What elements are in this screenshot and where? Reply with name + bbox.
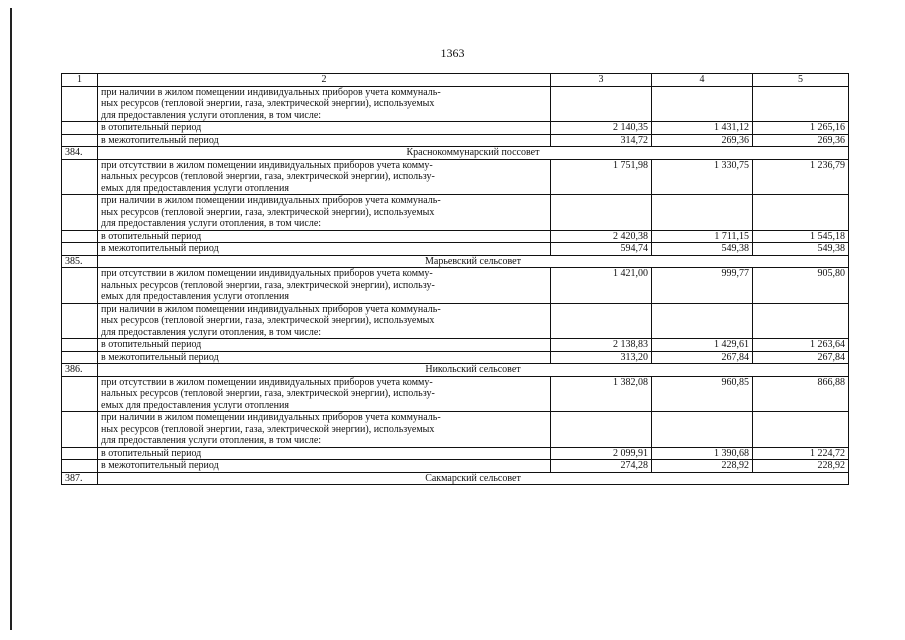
value-col-3: 594,74	[551, 243, 652, 256]
row-number	[62, 460, 98, 473]
table-row	[62, 447, 849, 460]
row-number	[62, 412, 98, 448]
row-description	[98, 412, 551, 448]
value-col-3: 313,20	[551, 351, 652, 364]
header-row	[62, 74, 849, 87]
row-number	[62, 447, 98, 460]
page-number: 1363	[440, 46, 465, 60]
description-line: емых для предоставления услуги отопления	[101, 182, 289, 194]
description-line: нальных ресурсов (тепловой энергии, газа, электрической энергии), использу-	[101, 388, 435, 399]
value-col-5	[753, 86, 849, 122]
value-col-4: 1 431,12	[652, 122, 753, 135]
header-cell-3: 3	[551, 74, 652, 87]
value-col-3	[551, 195, 652, 231]
value-col-3: 2 420,38	[551, 230, 652, 243]
table-row	[62, 303, 849, 339]
value-col-5	[753, 303, 849, 339]
value-col-5: 1 224,72	[753, 447, 849, 460]
description-line: при отсутствии в жилом помещении индивидуальных приборов учета комму-	[101, 159, 433, 171]
value-col-5: 549,38	[753, 243, 849, 256]
section-row	[62, 147, 849, 160]
row-description	[98, 376, 551, 412]
description-line: для предоставления услуги отопления, в том числе:	[101, 109, 322, 121]
value-col-4: 1 390,68	[652, 447, 753, 460]
table-row	[62, 351, 849, 364]
section-number: 385.	[62, 255, 98, 268]
row-description	[98, 195, 551, 231]
table-row	[62, 339, 849, 352]
value-col-4	[652, 412, 753, 448]
row-description: в отопительный период	[98, 339, 551, 352]
row-number	[62, 303, 98, 339]
header-cell-2: 2	[98, 74, 551, 87]
value-col-5: 1 545,18	[753, 230, 849, 243]
table-row	[62, 412, 849, 448]
value-col-5: 905,80	[753, 268, 849, 304]
header-cell-1: 1	[62, 74, 98, 87]
value-col-3	[551, 412, 652, 448]
description-line: ных ресурсов (тепловой энергии, газа, электрической энергии), используемых	[101, 423, 435, 435]
description-line: при наличии в жилом помещении индивидуальных приборов учета коммуналь-	[101, 195, 441, 206]
value-col-4: 999,77	[652, 268, 753, 304]
row-number	[62, 195, 98, 231]
table-row	[62, 86, 849, 122]
row-number	[62, 376, 98, 412]
row-number	[62, 122, 98, 135]
value-col-3: 1 421,00	[551, 268, 652, 304]
value-col-3: 2 140,35	[551, 122, 652, 135]
row-number	[62, 134, 98, 147]
row-number	[62, 230, 98, 243]
table-row	[62, 122, 849, 135]
section-number: 384.	[62, 147, 98, 160]
value-col-4	[652, 303, 753, 339]
value-col-3: 274,28	[551, 460, 652, 473]
description-line: для предоставления услуги отопления, в том числе:	[101, 326, 322, 338]
value-col-4: 1 711,15	[652, 230, 753, 243]
section-title: Марьевский сельсовет	[98, 255, 849, 268]
section-title: Сакмарский сельсовет	[98, 472, 849, 485]
description-line: нальных ресурсов (тепловой энергии, газа, электрической энергии), использу-	[101, 279, 435, 291]
table-row	[62, 268, 849, 304]
value-col-3: 314,72	[551, 134, 652, 147]
value-col-4: 267,84	[652, 351, 753, 364]
section-row	[62, 364, 849, 377]
left-margin-line	[10, 8, 12, 630]
value-col-5: 866,88	[753, 376, 849, 412]
row-description: в отопительный период	[98, 122, 551, 135]
table-row	[62, 159, 849, 195]
value-col-4: 1 429,61	[652, 339, 753, 352]
value-col-5	[753, 412, 849, 448]
description-line: емых для предоставления услуги отопления	[101, 399, 289, 411]
row-number	[62, 86, 98, 122]
section-row	[62, 472, 849, 485]
row-description: в отопительный период	[98, 447, 551, 460]
description-line: для предоставления услуги отопления, в том числе:	[101, 218, 322, 229]
table-row	[62, 376, 849, 412]
value-col-4: 549,38	[652, 243, 753, 256]
table-row	[62, 243, 849, 256]
row-number	[62, 351, 98, 364]
table-row	[62, 134, 849, 147]
value-col-4: 1 330,75	[652, 159, 753, 195]
table-row	[62, 460, 849, 473]
row-description	[98, 268, 551, 304]
tariff-table	[61, 73, 849, 485]
row-number	[62, 159, 98, 195]
description-line: ных ресурсов (тепловой энергии, газа, электрической энергии), используемых	[101, 315, 435, 326]
value-col-3: 1 382,08	[551, 376, 652, 412]
section-number: 387.	[62, 472, 98, 485]
description-line: при наличии в жилом помещении индивидуальных приборов учета коммуналь-	[101, 303, 441, 315]
description-line: для предоставления услуги отопления, в том числе:	[101, 435, 322, 446]
header-cell-5: 5	[753, 74, 849, 87]
description-line: ных ресурсов (тепловой энергии, газа, электрической энергии), используемых	[101, 206, 435, 218]
value-col-3	[551, 303, 652, 339]
description-line: при отсутствии в жилом помещении индивидуальных приборов учета комму-	[101, 268, 433, 279]
row-description	[98, 86, 551, 122]
row-description	[98, 159, 551, 195]
table-row	[62, 230, 849, 243]
section-row	[62, 255, 849, 268]
description-line: емых для предоставления услуги отопления	[101, 291, 289, 302]
section-title: Краснокоммунарский поссовет	[98, 147, 849, 160]
value-col-3	[551, 86, 652, 122]
value-col-4: 269,36	[652, 134, 753, 147]
value-col-3: 1 751,98	[551, 159, 652, 195]
row-description: в отопительный период	[98, 230, 551, 243]
table-row	[62, 195, 849, 231]
description-line: при наличии в жилом помещении индивидуальных приборов учета коммуналь-	[101, 86, 441, 98]
value-col-5: 1 265,16	[753, 122, 849, 135]
value-col-5: 1 263,64	[753, 339, 849, 352]
section-title: Никольский сельсовет	[98, 364, 849, 377]
row-description: в межотопительный период	[98, 243, 551, 256]
description-line: ных ресурсов (тепловой энергии, газа, электрической энергии), используемых	[101, 98, 435, 109]
value-col-5: 267,84	[753, 351, 849, 364]
value-col-4: 228,92	[652, 460, 753, 473]
value-col-4	[652, 86, 753, 122]
value-col-4	[652, 195, 753, 231]
value-col-5: 1 236,79	[753, 159, 849, 195]
table-body	[62, 74, 849, 485]
header-cell-4: 4	[652, 74, 753, 87]
value-col-5: 228,92	[753, 460, 849, 473]
row-description: в межотопительный период	[98, 351, 551, 364]
row-description: в межотопительный период	[98, 460, 551, 473]
value-col-5: 269,36	[753, 134, 849, 147]
row-description	[98, 303, 551, 339]
section-number: 386.	[62, 364, 98, 377]
row-number	[62, 339, 98, 352]
description-line: при наличии в жилом помещении индивидуальных приборов учета коммуналь-	[101, 412, 441, 423]
row-description: в межотопительный период	[98, 134, 551, 147]
value-col-3: 2 138,83	[551, 339, 652, 352]
row-number	[62, 268, 98, 304]
value-col-4: 960,85	[652, 376, 753, 412]
value-col-3: 2 099,91	[551, 447, 652, 460]
description-line: при отсутствии в жилом помещении индивидуальных приборов учета комму-	[101, 376, 433, 388]
description-line: нальных ресурсов (тепловой энергии, газа, электрической энергии), использу-	[101, 171, 435, 182]
row-number	[62, 243, 98, 256]
value-col-5	[753, 195, 849, 231]
